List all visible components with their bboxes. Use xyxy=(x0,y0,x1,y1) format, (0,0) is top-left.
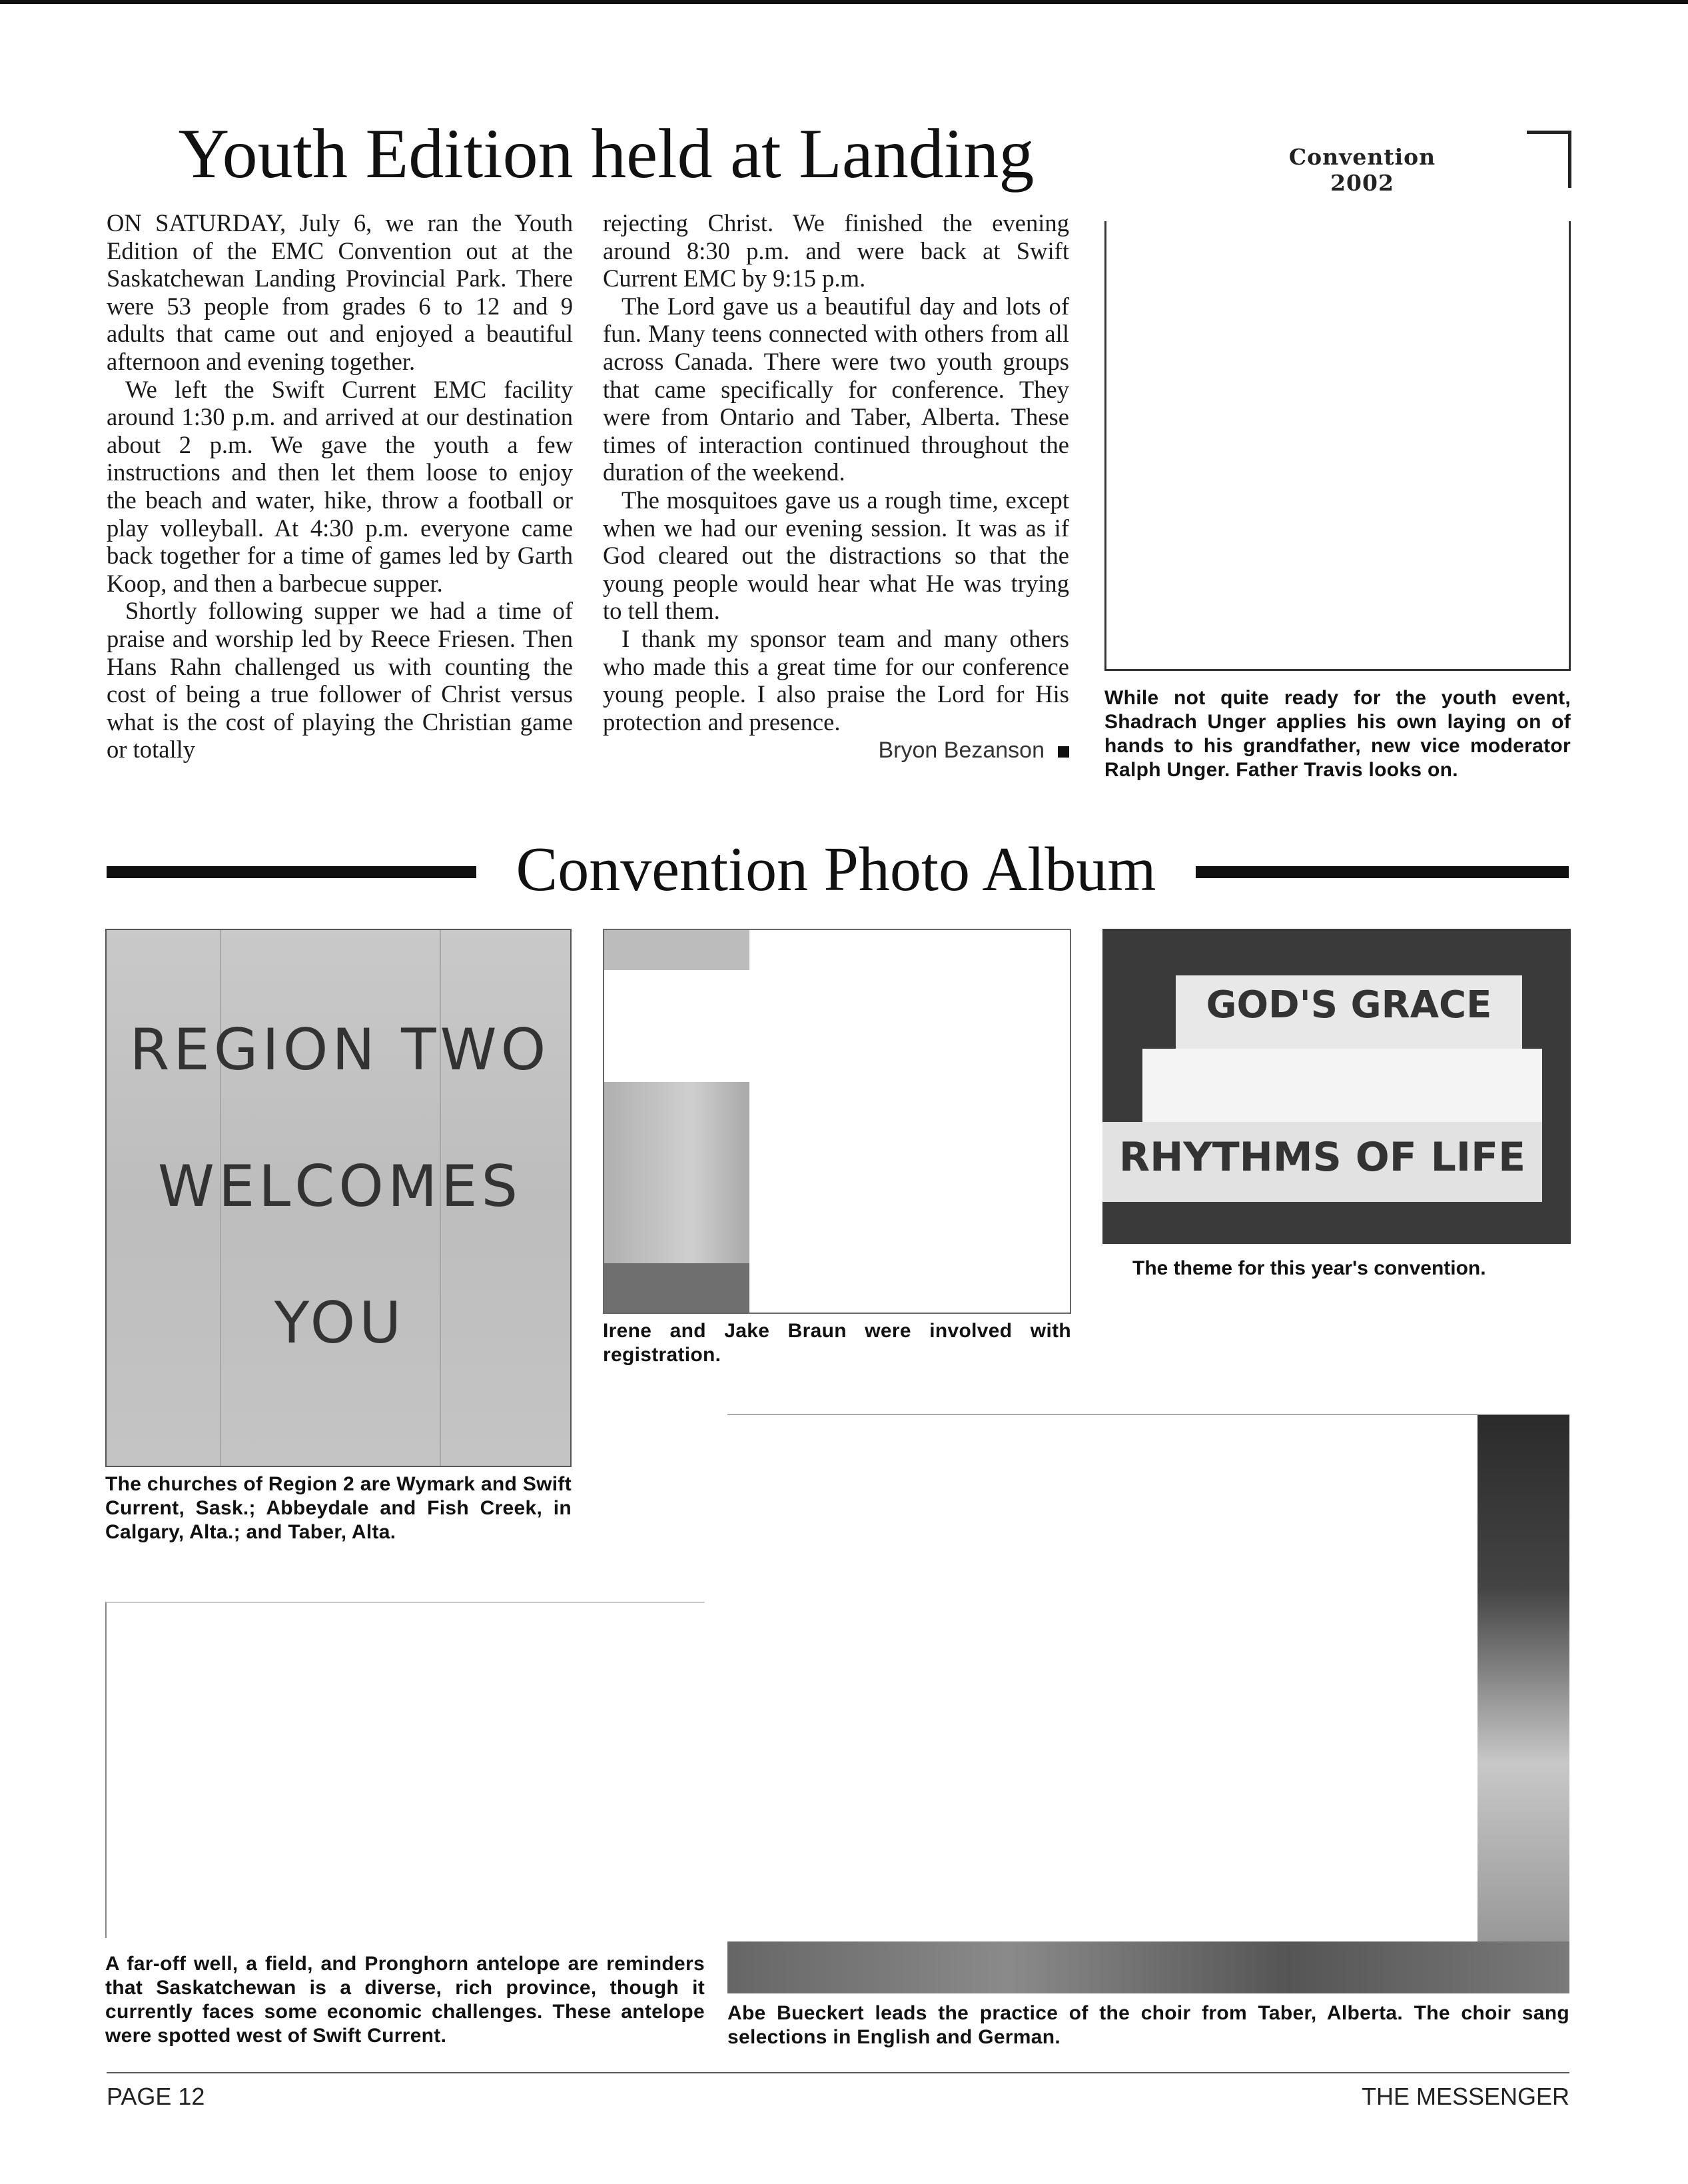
photo-fragment xyxy=(604,930,749,970)
photo-antelope xyxy=(105,1602,705,1938)
corner-mark-vertical xyxy=(1568,131,1571,188)
caption-theme: The theme for this year's convention. xyxy=(1132,1257,1486,1279)
album-title: Convention Photo Album xyxy=(516,835,1156,904)
sign-text-line: WELCOMES xyxy=(157,1153,522,1220)
caption-laying-on-of-hands: While not quite ready for the youth event, Shadrach Unger applies his own laying on of hands to his grandfather, new vice moderator Ralph Unger. Father Travis looks on. xyxy=(1104,687,1571,781)
photo-laying-on-of-hands xyxy=(1104,221,1571,671)
caption-registration: Irene and Jake Braun were involved with registration. xyxy=(603,1320,1071,1366)
article-paragraph: ON SATURDAY, July 6, we ran the Youth Edition of the EMC Convention out at the Saskatchewan Landing Provincial Park. There were 53 people from grades 6 to 12 and 9 adults that came out and enjoyed a beautiful afternoon and evening together. xyxy=(107,209,573,375)
article-paragraph: The mosquitoes gave us a rough time, except when we had our evening session. It was as if God cleared out the distractions so that the young people would hear what He was trying to tell them. xyxy=(603,486,1069,625)
caption-choir: Abe Bueckert leads the practice of the choir from Taber, Alberta. The choir sang selections in English and German. xyxy=(727,2002,1569,2048)
article-paragraph: The Lord gave us a beautiful day and lots of fun. Many teens connected with others from all across Canada. There were two youth groups that came specifically for conference. They were from Ontario and Taber, Alberta. These times of interaction continued throughout the duration of the weekend. xyxy=(603,292,1069,486)
photo-theme-sign xyxy=(1102,929,1571,1244)
caption-antelope: A far-off well, a field, and Pronghorn antelope are reminders that Saskatchewan is a diverse, rich province, though it currently faces some economic challenges. These antelope were spotted west of Swift Current. xyxy=(105,1953,705,2047)
publication-name: THE MESSENGER xyxy=(1361,2083,1569,2110)
caption-region-two: The churches of Region 2 are Wymark and Swift Current, Sask.; Abbeydale and Fish Creek, in Calgary, Alta.; and Taber, Alta. xyxy=(105,1473,572,1543)
section-tag: Convention 2002 xyxy=(1288,144,1436,196)
album-rule-left xyxy=(107,866,476,878)
top-rule xyxy=(0,0,1688,4)
photo-region-two-sign xyxy=(105,929,572,1467)
article-paragraph: Shortly following supper we had a time of praise and worship led by Reece Friesen. Then Hans Rahn challenged us with counting the cost of being a true follower of Christ versus what is the cost of playing the Christian game or totally xyxy=(107,597,573,764)
article-headline: Youth Edition held at Landing xyxy=(178,115,1035,193)
article-paragraph: I thank my sponsor team and many others who made this a great time for our conference young people. I also praise the Lord for His protection and presence. xyxy=(603,624,1069,736)
sign-text-line: RHYTHMS OF LIFE xyxy=(1118,1134,1526,1181)
photo-fragment-person xyxy=(1477,1415,1569,1993)
sign-text-line: GOD'S GRACE xyxy=(1206,983,1492,1027)
footer-rule xyxy=(107,2072,1569,2073)
byline xyxy=(603,737,1069,765)
photo-registration xyxy=(603,929,1071,1314)
photo-fragment-floor xyxy=(727,1941,1569,1993)
photo-fragment-table xyxy=(604,1263,749,1314)
end-mark xyxy=(1058,746,1069,758)
photo-choir xyxy=(727,1414,1569,1993)
album-rule-right xyxy=(1196,866,1569,878)
corner-mark xyxy=(1527,131,1571,134)
article-column-2 xyxy=(603,209,1069,765)
article-column-1 xyxy=(107,209,573,764)
article-paragraph: rejecting Christ. We finished the evening around 8:30 p.m. and were back at Swift Current EMC by 9:15 p.m. xyxy=(603,209,1069,292)
page-number: PAGE 12 xyxy=(107,2083,205,2110)
sign-text-line: YOU xyxy=(274,1290,406,1357)
sign-text-line: REGION TWO xyxy=(129,1017,550,1083)
article-paragraph: We left the Swift Current EMC facility around 1:30 p.m. and arrived at our destination about 2 p.m. We gave the youth a few instructions and then let them loose to enjoy the beach and water, hike, throw a football or play volleyball. At 4:30 p.m. everyone came back together for a time of games led by Garth Koop, and then a barbecue supper. xyxy=(107,375,573,597)
byline-author: Bryon Bezanson xyxy=(878,738,1045,764)
